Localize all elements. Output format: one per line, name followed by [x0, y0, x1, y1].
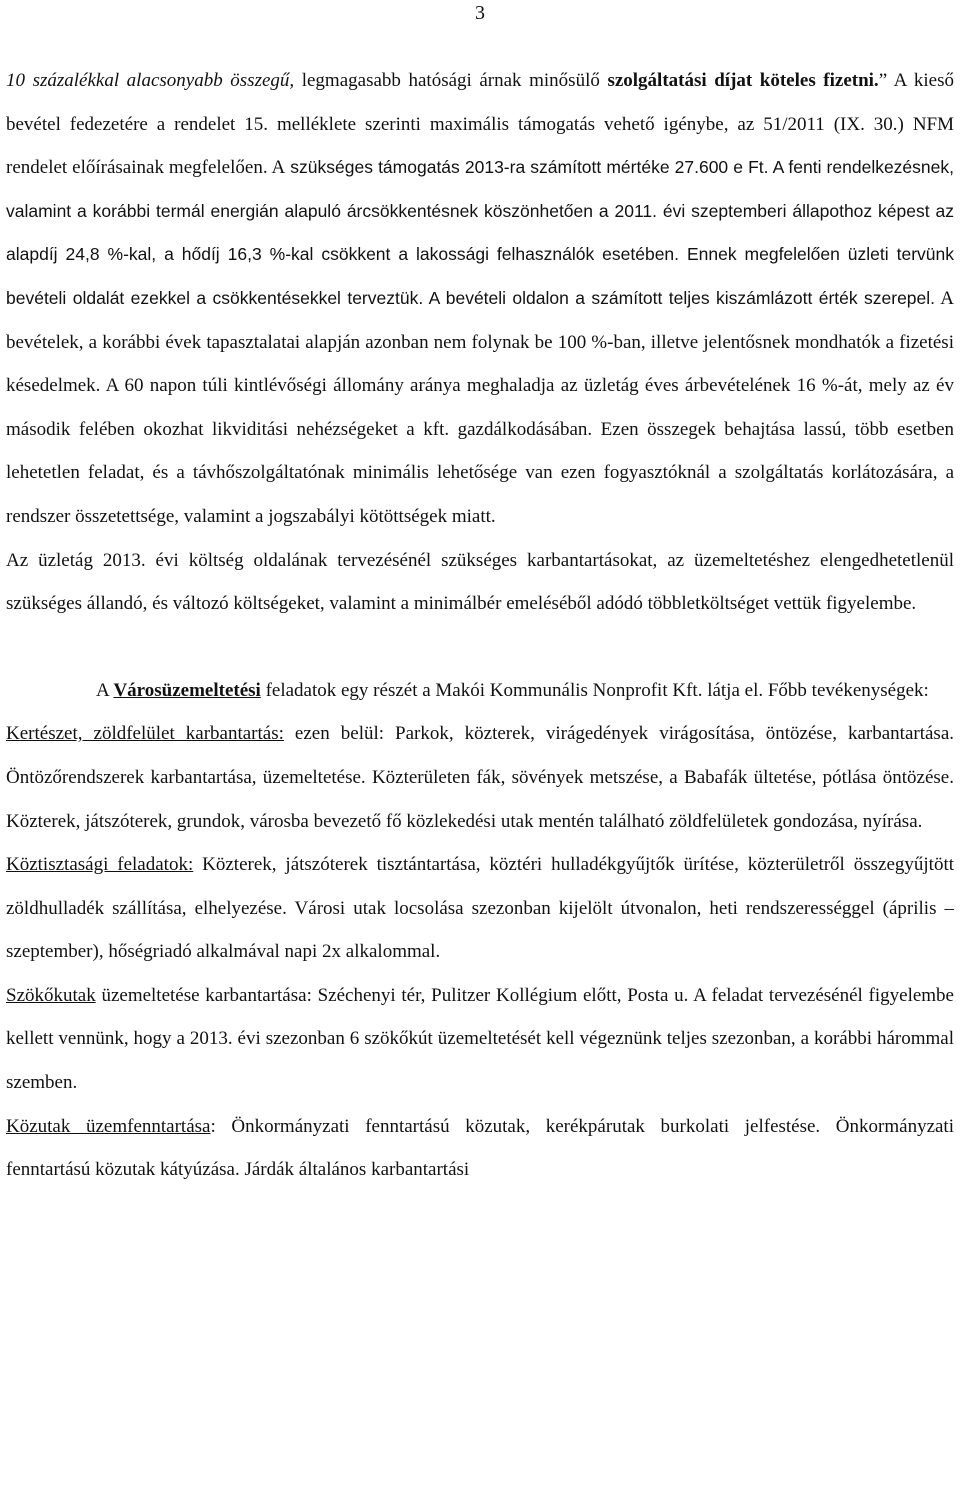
- paragraph-text: legmagasabb hatósági árnak minősülő: [294, 70, 608, 91]
- paragraph-cost-planning: Az üzletág 2013. évi költség oldalának tervezésénél szükséges karbantartásokat, az üzemeltetéshez elengedhetetlenül szükséges állandó, és változó költségeket, valamint a minimálbér emeléséből adódó többletköltséget vettük figyelembe.: [6, 549, 954, 615]
- paragraph-city-operation-intro: A Városüzemeltetési feladatok egy részét a Makói Kommunális Nonprofit Kft. látja el. Főbb tevékenységek:: [96, 679, 929, 701]
- activity-item-fountains: [6, 974, 954, 1105]
- paragraph-text-sans: szükséges támogatás 2013-ra számított mértéke 27.600 e Ft. A fenti rendelkezésnek, valamint a korábbi termál energián alapuló árcsökkentésnek köszönhetően a 2011. évi szeptemberi állapothoz képest az alapdíj 24,8 %-kal, a hődíj 16,3 %-kal csökkent a lakossági felhasználók esetében. Ennek megfelelően üzleti tervünk bevételi oldalát ezekkel a csökkentésekkel terveztük. A bevételi oldalon a számított teljes kiszámlázott érték szerepel.: [6, 157, 954, 308]
- paragraph-heating-tariff: [6, 59, 954, 539]
- activity-heading: Közutak üzemfenntartása: [6, 1115, 211, 1137]
- city-operation-keyword: Városüzemeltetési: [113, 679, 261, 701]
- activity-item-horticulture: [6, 712, 954, 843]
- document-body: [6, 59, 954, 1192]
- activity-item-roads: [6, 1105, 954, 1192]
- activity-text: üzemeltetése karbantartása: Széchenyi tér, Pulitzer Kollégium előtt, Posta u. A feladat tervezésénél figyelembe kellett vennünk, hogy a 2013. évi szezonban 6 szökőkút üzemeltetését kell végeznünk teljes szezonban, a korábbi hárommal szemben.: [6, 984, 954, 1094]
- spacer: [6, 626, 954, 669]
- activity-text: : Önkormányzati fenntartású közutak, kerékpárutak burkolati jelfestése. Önkormányzati fenntartású közutak kátyúzása. Járdák általános karbantartási: [6, 1115, 954, 1181]
- activity-text: ezen belül: Parkok, közterek, virágedények virágosítása, öntözése, karbantartása. Öntözőrendszerek karbantartása, üzemeltetése. Közterületen fák, sövények metszése, a Babafák ültetése, pótlása öntözése. Közterek, játszóterek, grundok, városba bevezető fő közlekedési utak mentén található zöldfelületek gondozása, nyírása.: [6, 723, 955, 832]
- activity-heading: Köztisztasági feladatok:: [6, 854, 194, 876]
- paragraph-text: A bevételek, a korábbi évek tapasztalatai alapján azonban nem folynak be 100 %-ban, illetve jelentősnek mondhatók a fizetési késedelmek. A 60 napon túli kintlévőségi állomány aránya meghaladja az üzletág éves árbevételének 16 %-át, mely az év második felében okozhat likviditási nehézségeket a kft. gazdálkodásában. Ezen összegek behajtása lassú, több esetben lehetetlen feladat, és a távhőszolgáltatónak minimális lehetősége van ezen fogyasztóknál a szolgáltatás korlátozására, a rendszer összetettsége, valamint a jogszabályi kötöttségek miatt.: [6, 287, 954, 527]
- paragraph-text: ” A kieső bevétel fedezetére a rendelet 15. melléklete szerinti maximális támogatás vehető igénybe, az 51/2011 (IX. 30.) NFM rendelet előírásainak megfelelően. A: [6, 70, 954, 179]
- page-number: 3: [475, 2, 485, 24]
- reduced-amount-text: 10 százalékkal alacsonyabb összegű,: [6, 70, 295, 91]
- service-fee-text: szolgáltatási díjat köteles fizetni.: [607, 70, 879, 91]
- activity-heading: Kertészet, zöldfelület karbantartás:: [6, 723, 284, 745]
- activity-text: Közterek, játszóterek tisztántartása, köztéri hulladékgyűjtők ürítése, közterületről összegyűjtött zöldhulladék szállítása, elhelyezése. Városi utak locsolása szezonban kijelölt útvonalon, heti rendszerességgel (április –szeptember), hőségriadó alkalmával napi 2x alkalommal.: [6, 854, 954, 963]
- activity-item-cleaning: [6, 843, 954, 974]
- activity-heading: Szökőkutak: [6, 984, 96, 1006]
